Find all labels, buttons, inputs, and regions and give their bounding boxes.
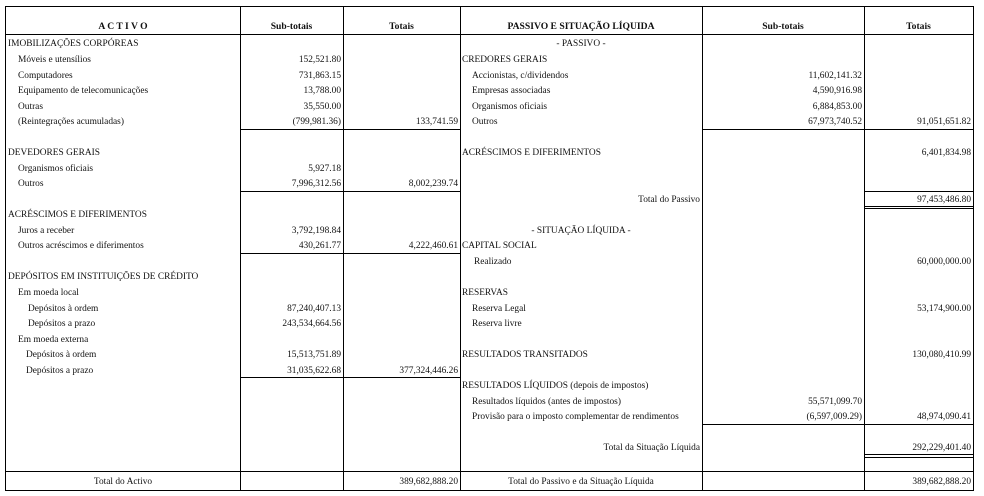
double-rule xyxy=(864,206,973,207)
header-rule xyxy=(6,34,973,35)
line-label: (Reintegrações acumuladas) xyxy=(18,117,124,127)
line-label: Depósitos à ordem xyxy=(28,304,99,314)
subtotal-value: (799,981.36) xyxy=(292,117,341,127)
line-label: Equipamento de telecomunicações xyxy=(18,86,149,96)
section-title: RESULTADOS LÍQUIDOS (depois de impostos) xyxy=(462,381,649,391)
line-label: Reserva livre xyxy=(472,319,522,329)
line-label: Organismos oficiais xyxy=(18,164,94,174)
subtotal-value: 67,973,740.52 xyxy=(808,117,862,127)
section-rule xyxy=(864,129,973,130)
subtotal-value: 55,571,099.70 xyxy=(808,397,862,407)
section-title: RESULTADOS TRANSITADOS xyxy=(462,350,588,360)
section-title: CREDORES GERAIS xyxy=(462,55,548,65)
total-value: 8,002,239.74 xyxy=(408,179,458,189)
section-rule xyxy=(702,129,864,130)
grand-total-value: 389,682,888.20 xyxy=(912,477,971,487)
situacao-heading: - SITUAÇÃO LÍQUIDA - xyxy=(531,226,631,236)
subtotal-value: (6,597,009.29) xyxy=(806,412,862,422)
header-sub-totais: Sub-totais xyxy=(762,21,804,32)
total-situacao-value: 292,229,401.40 xyxy=(912,443,971,453)
total-activo-value: 389,682,888.20 xyxy=(399,477,458,487)
header-sub-totais: Sub-totais xyxy=(270,21,313,32)
subtotal-value: 152,521.80 xyxy=(298,55,341,65)
section-rule xyxy=(864,424,973,425)
section-title: RESERVAS xyxy=(462,288,508,298)
line-label: Outros xyxy=(472,117,498,127)
line-label: Organismos oficiais xyxy=(472,102,548,112)
total-value: 4,222,460.61 xyxy=(408,241,458,251)
subtotal-value: 6,884,853.00 xyxy=(812,102,862,112)
subtotal-value: 4,590,916.98 xyxy=(812,86,862,96)
header-totais: Totais xyxy=(906,21,931,32)
section-rule xyxy=(702,424,864,425)
line-label: Computadores xyxy=(18,71,73,81)
total-situacao-label: Total da Situação Líquida xyxy=(603,443,700,453)
header-activo: A C T I V O xyxy=(98,21,148,32)
total-value: 133,741.59 xyxy=(415,117,458,127)
total-value: 130,080,410.99 xyxy=(912,350,971,360)
line-label: Realizado xyxy=(474,257,512,267)
section-title: IMOBILIZAÇÕES CORPÓREAS xyxy=(8,39,139,49)
line-label: Juros a receber xyxy=(18,226,75,236)
double-rule xyxy=(864,208,973,209)
line-label: Outros xyxy=(18,179,44,189)
line-label: Reserva Legal xyxy=(472,304,526,314)
grand-total-label: Total do Passivo e da Situação Líquida xyxy=(508,477,654,487)
subtotal-value: 35,550.00 xyxy=(303,102,341,112)
line-label: Outras xyxy=(18,102,43,112)
balance-sheet xyxy=(5,6,974,491)
total-passivo-value: 97,453,486.80 xyxy=(917,195,971,205)
subsection-title: Em moeda local xyxy=(18,288,79,298)
subtotal-value: 87,240,407.13 xyxy=(287,304,341,314)
section-rule xyxy=(240,191,460,192)
line-label: Depósitos a prazo xyxy=(26,366,94,376)
subtotal-value: 31,035,622.68 xyxy=(287,366,341,376)
line-label: Empresas associadas xyxy=(472,86,551,96)
section-rule xyxy=(240,377,460,378)
line-label: Depósitos a prazo xyxy=(28,319,96,329)
total-value: 91,051,651.82 xyxy=(917,117,971,127)
totals-rule xyxy=(6,471,973,472)
total-value: 48,974,090.41 xyxy=(917,412,971,422)
total-value: 60,000,000.00 xyxy=(917,257,971,267)
total-value: 377,324,446.26 xyxy=(399,366,458,376)
line-label: Resultados líquidos (antes de impostos) xyxy=(472,397,621,407)
section-title: DEPÓSITOS EM INSTITUIÇÕES DE CRÉDITO xyxy=(8,272,199,282)
subtotal-value: 15,513,751.89 xyxy=(287,350,341,360)
subtotal-value: 731,863.15 xyxy=(298,71,341,81)
double-rule xyxy=(864,454,973,455)
line-label: Outros acréscimos e diferimentos xyxy=(18,241,144,251)
subtotal-value: 5,927.18 xyxy=(308,164,341,174)
subtotal-value: 11,602,141.32 xyxy=(808,71,862,81)
section-title: ACRÉSCIMOS E DIFERIMENTOS xyxy=(8,210,147,220)
section-rule xyxy=(240,129,460,130)
subtotal-value: 3,792,198.84 xyxy=(291,226,341,236)
section-rule xyxy=(864,191,973,192)
header-totais: Totais xyxy=(389,21,414,32)
section-title: CAPITAL SOCIAL xyxy=(462,241,537,251)
line-label: Provisão para o imposto complementar de rendimentos xyxy=(472,412,679,422)
total-value: 6,401,834.98 xyxy=(921,148,971,158)
section-rule xyxy=(240,253,460,254)
section-title: DEVEDORES GERAIS xyxy=(8,148,100,158)
double-rule xyxy=(864,457,973,458)
total-passivo-label: Total do Passivo xyxy=(638,195,700,205)
subtotal-value: 7,996,312.56 xyxy=(291,179,341,189)
line-label: Móveis e utensílios xyxy=(18,55,91,65)
total-value: 53,174,900.00 xyxy=(917,304,971,314)
line-label: Accionistas, c/dividendos xyxy=(472,71,569,81)
section-title: ACRÉSCIMOS E DIFERIMENTOS xyxy=(462,148,601,158)
subtotal-value: 13,788.00 xyxy=(303,86,341,96)
line-label: Depósitos à ordem xyxy=(26,350,97,360)
header-passivo: PASSIVO E SITUAÇÃO LÍQUIDA xyxy=(507,21,655,32)
column-rule xyxy=(460,7,461,490)
subtotal-value: 430,261.77 xyxy=(298,241,341,251)
passivo-heading: - PASSIVO - xyxy=(556,39,606,49)
subtotal-value: 243,534,664.56 xyxy=(282,319,341,329)
subsection-title: Em moeda externa xyxy=(18,335,89,345)
total-activo-label: Total do Activo xyxy=(93,477,153,487)
